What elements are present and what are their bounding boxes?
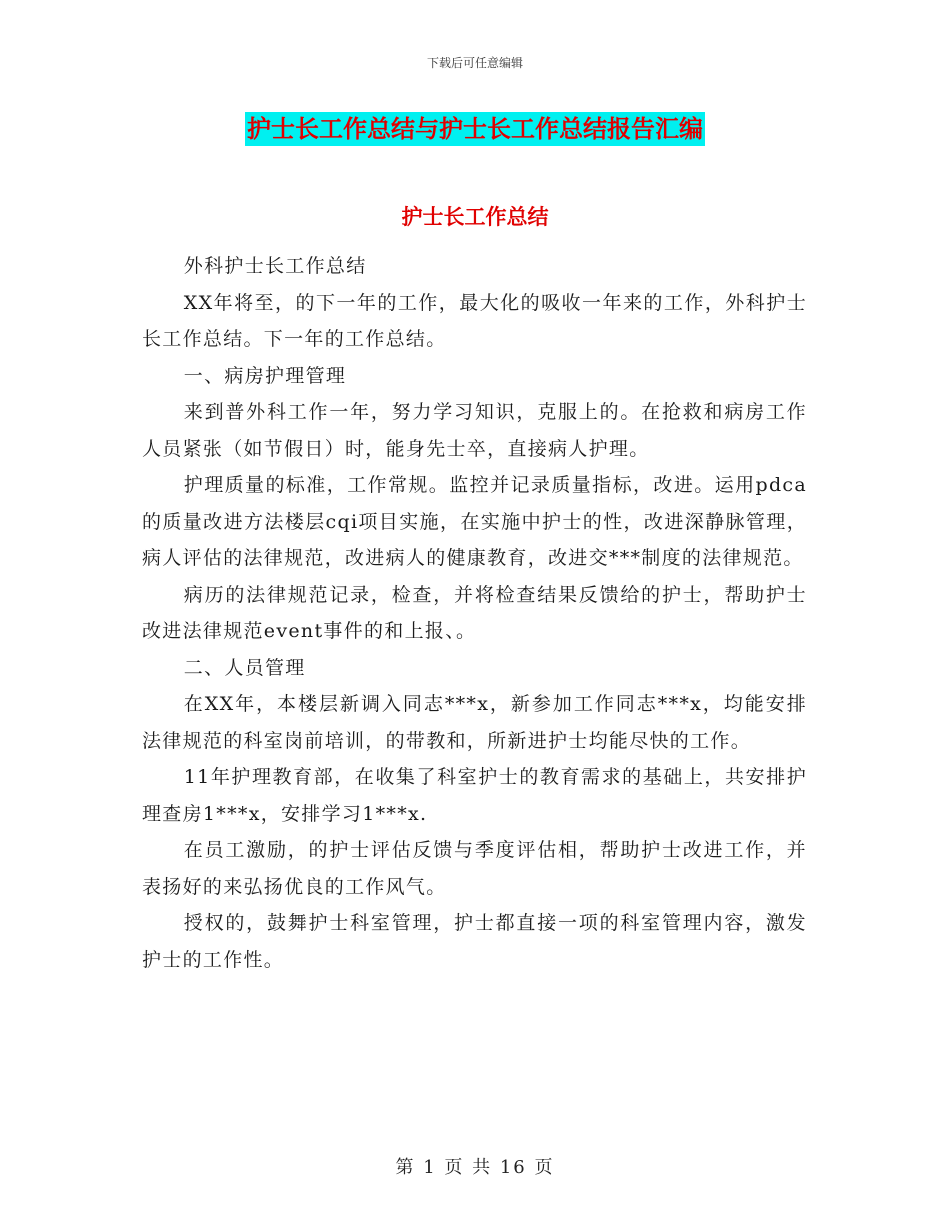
main-title-container xyxy=(0,112,950,146)
page-number: 第 1 页 共 16 页 xyxy=(395,1157,555,1178)
main-title: 护士长工作总结与护士长工作总结报告汇编 xyxy=(245,112,705,146)
paragraph: 病历的法律规范记录，检查，并将检查结果反馈给的护士，帮助护士改进法律规范event事件的和上报、。 xyxy=(142,583,807,642)
paragraph: 在XX年，本楼层新调入同志***x，新参加工作同志***x，均能安排法律规范的科室岗前培训，的带教和，所新进护士均能尽快的工作。 xyxy=(142,693,807,752)
paragraph: 外科护士长工作总结 xyxy=(183,255,367,277)
paragraph: 在员工激励，的护士评估反馈与季度评估相，帮助护士改进工作，并表扬好的来弘扬优良的工作风气。 xyxy=(142,839,807,898)
paragraph: 二、人员管理 xyxy=(183,656,306,679)
paragraph: 一、病房护理管理 xyxy=(183,364,347,387)
document-body xyxy=(142,248,807,978)
page-header: 下载后可任意编辑 xyxy=(426,56,523,70)
section-title: 护士长工作总结 xyxy=(401,205,549,229)
paragraph: 来到普外科工作一年，努力学习知识，克服上的。在抢救和病房工作人员紧张（如节假日）时，能身先士卒，直接病人护理。 xyxy=(142,401,807,460)
paragraph: 11年护理教育部，在收集了科室护士的教育需求的基础上，共安排护理查房1***x，安排学习1***x. xyxy=(142,766,807,825)
paragraph: 授权的，鼓舞护士科室管理，护士都直接一项的科室管理内容，激发护士的工作性。 xyxy=(142,912,807,971)
paragraph: 护理质量的标准，工作常规。监控并记录质量指标，改进。运用pdca的质量改进方法楼层cqi项目实施，在实施中护士的性，改进深静脉管理，病人评估的法律规范，改进病人的健康教育，改进交***制度的法律规范。 xyxy=(142,474,807,569)
paragraph: XX年将至，的下一年的工作，最大化的吸收一年来的工作，外科护士长工作总结。下一年的工作总结。 xyxy=(142,291,807,350)
